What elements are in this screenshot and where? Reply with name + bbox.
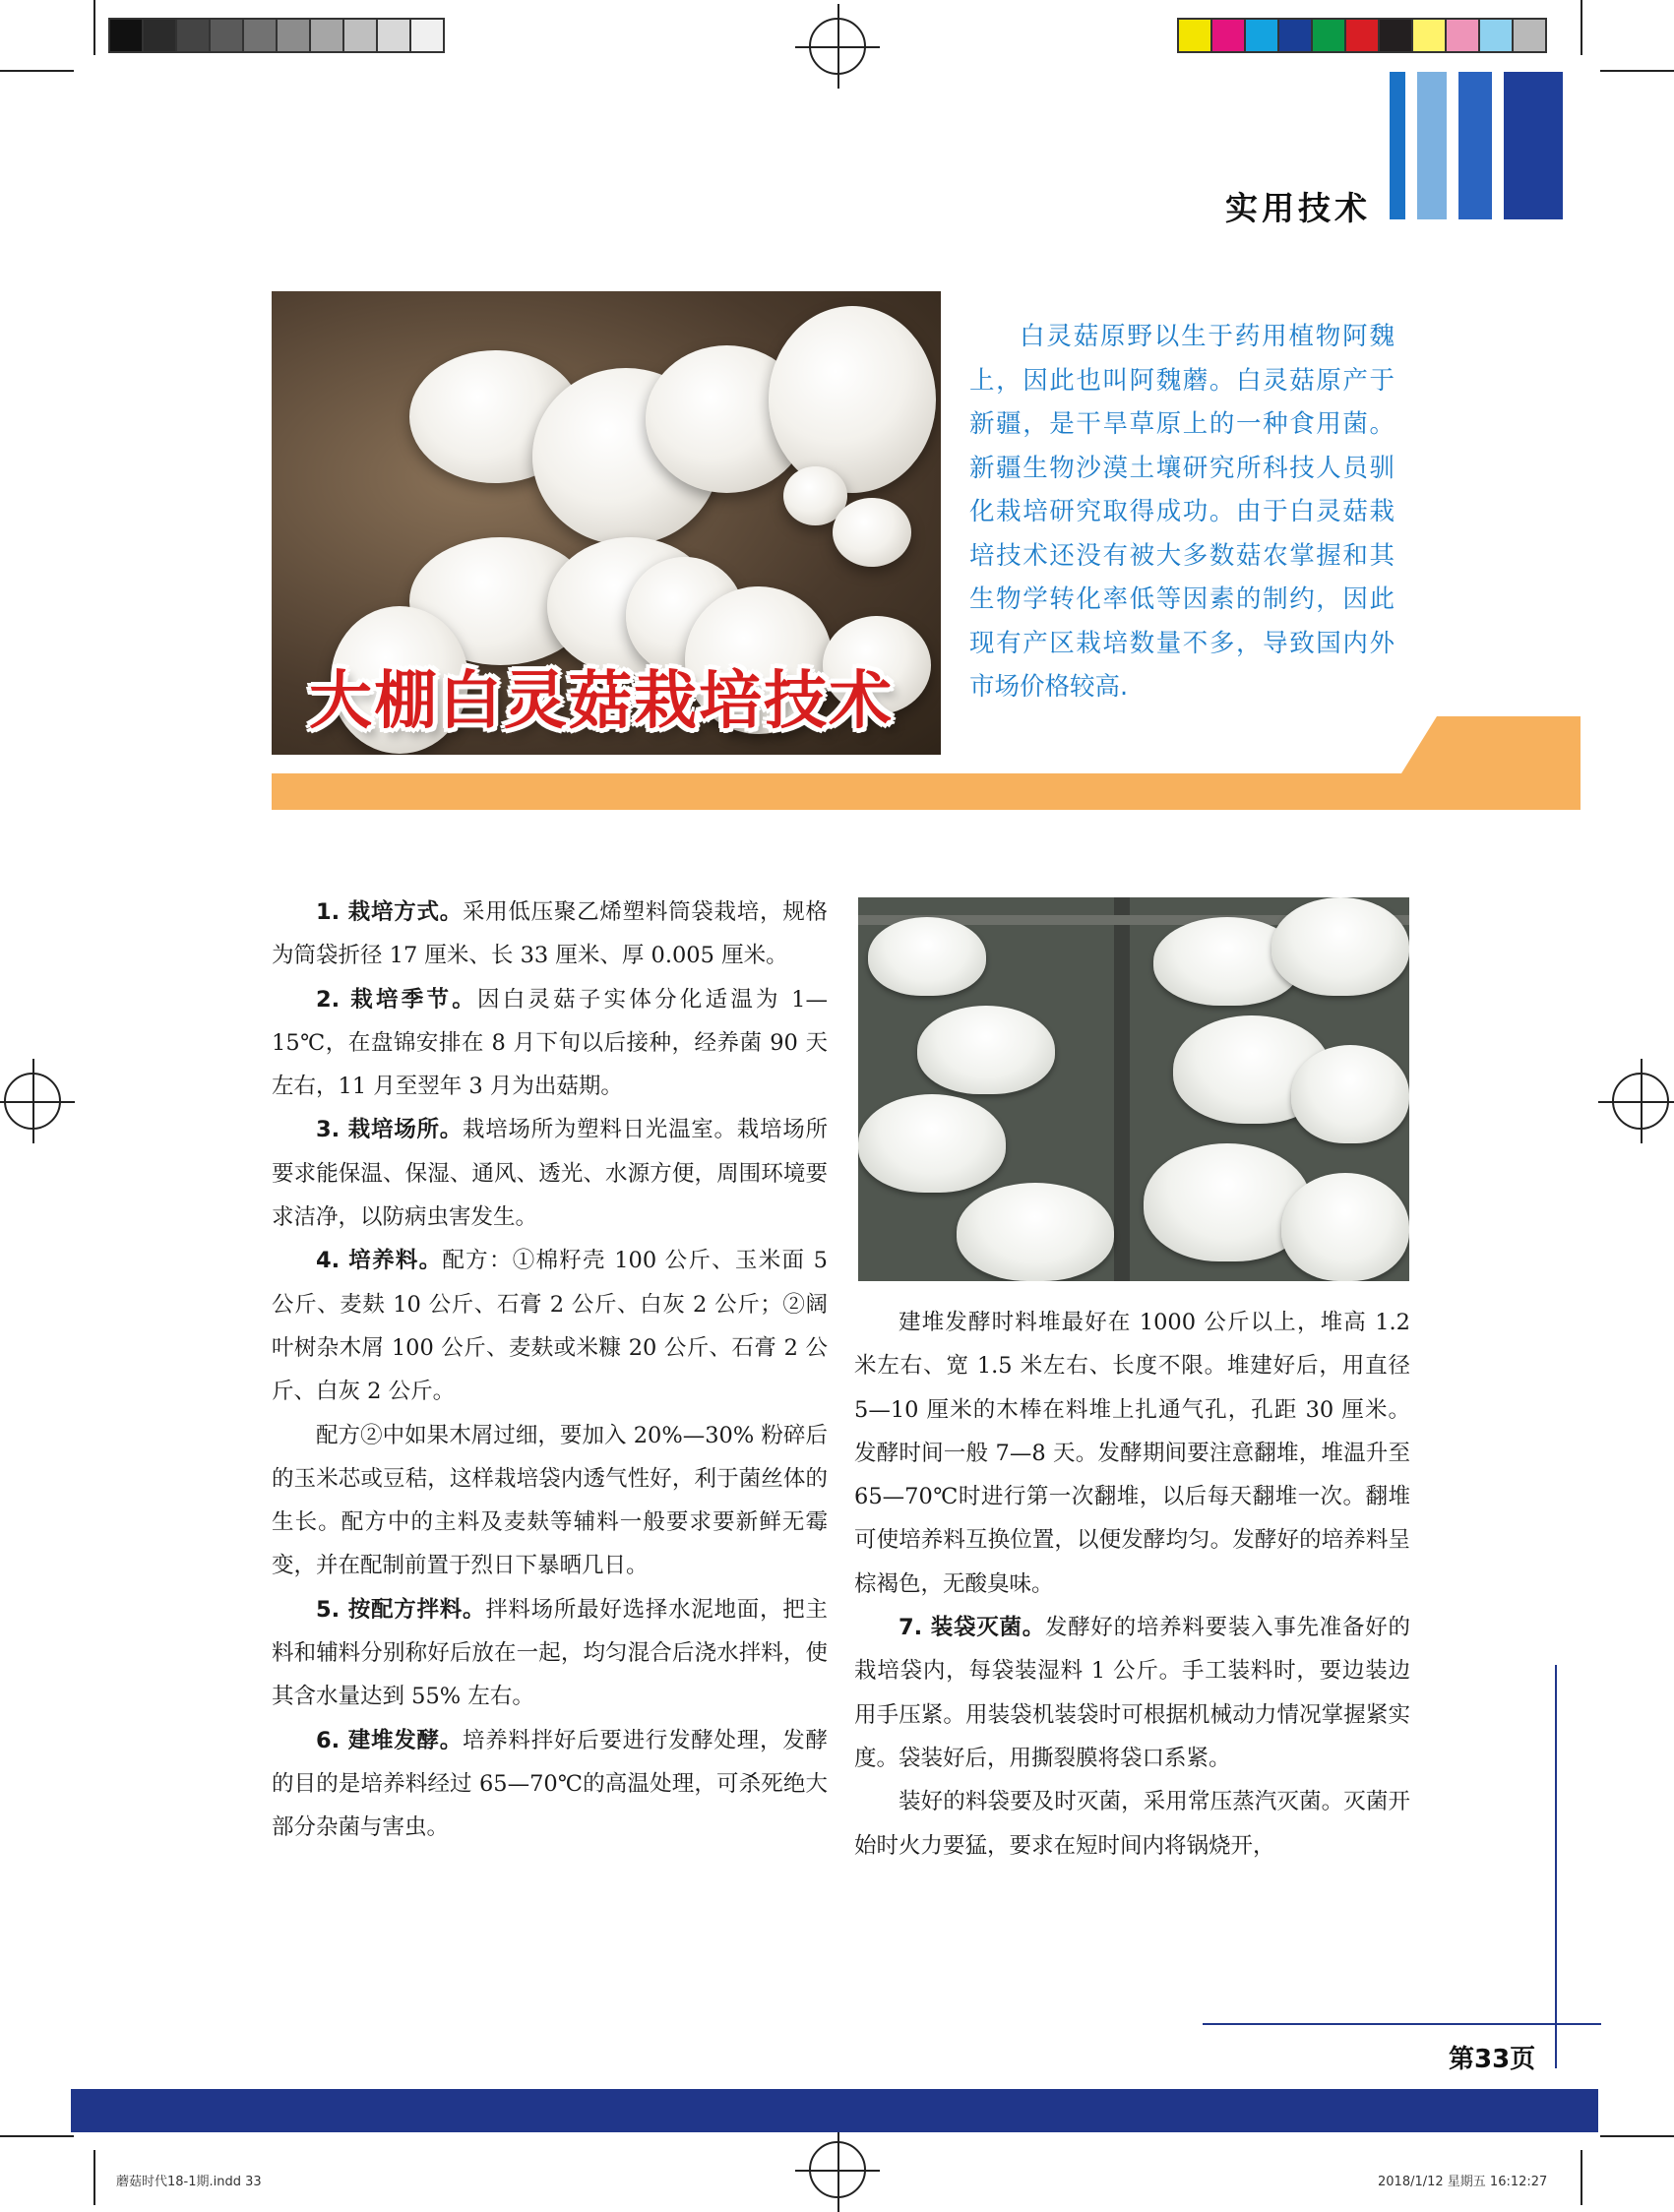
registration-mark-left [4, 1073, 61, 1130]
body-column-left [272, 891, 828, 1850]
color-swatch [209, 18, 244, 53]
mushroom-cap [769, 306, 936, 493]
paragraph-text: 发酵好的培养料要装入事先准备好的栽培袋内，每袋装湿料 1 公斤。手工装料时，要边装边用手压紧。用装袋机装袋时可根据机械动力情况掌握紧实度。袋装好后，用撕裂膜将袋口系紧。 [854, 1615, 1410, 1771]
color-swatch [175, 18, 211, 53]
body-paragraph [854, 1606, 1410, 1780]
paragraph-text: 配方：①棉籽壳 100 公斤、玉米面 5 公斤、麦麸 10 公斤、石膏 2 公斤、白灰 2 公斤；②阔叶树杂木屑 100 公斤、麦麸或米糠 20 公斤、石膏 2 公斤、白灰 2 公斤。 [272, 1248, 828, 1405]
page-number: 第33页 [1449, 2045, 1536, 2074]
paragraph-text: 因白灵菇子实体分化适温为 1—15℃，在盘锦安排在 8 月下旬以后接种，经养菌 90 天左右，11 月至翌年 3 月为出菇期。 [272, 986, 828, 1100]
color-swatch [142, 18, 177, 53]
registration-mark-bottom [809, 2141, 866, 2198]
paragraph-text: 建堆发酵时料堆最好在 1000 公斤以上，堆高 1.2 米左右、宽 1.5 米左右、长度不限。堆建好后，用直径 5—10 厘米的木棒在料堆上扎通气孔，孔距 30 厘米。发酵时间一般 7—8 天。发酵期间要注意翻堆，堆温升至 65—70℃时进行第一次翻堆，以后每天翻堆一次。翻堆可使培养料互换位置，以便发酵均匀。发酵好的培养料呈棕褐色，无酸臭味。 [854, 1310, 1410, 1597]
crop-mark [1581, 2150, 1582, 2205]
body-paragraph [854, 1301, 1410, 1606]
color-swatch [1445, 18, 1480, 53]
body-paragraph [272, 1108, 828, 1239]
paragraph-heading: 5. 按配方拌料。 [316, 1596, 486, 1623]
paragraph-text: 拌料场所最好选择水泥地面，把主料和辅料分别称好后放在一起，均匀混合后浇水拌料，使其含水量达到 55% 左右。 [272, 1596, 828, 1710]
crop-mark [93, 0, 95, 55]
orange-accent-band [272, 716, 1581, 810]
article-title: 大棚白灵菇栽培技术 [309, 664, 894, 738]
section-label: 实用技术 [1225, 189, 1371, 227]
file-slug: 蘑菇时代18-1期.indd 33 [116, 2175, 262, 2189]
mushroom-fruitbody [868, 917, 986, 996]
color-swatch [1210, 18, 1246, 53]
shelf-post [1114, 897, 1130, 1281]
gray-calibration-swatches [108, 18, 443, 53]
paragraph-heading: 1. 栽培方式。 [316, 899, 463, 925]
body-paragraph [272, 978, 828, 1109]
crop-mark [0, 70, 74, 72]
body-paragraph [272, 891, 828, 978]
color-swatch [276, 18, 311, 53]
mushroom-fruitbody [858, 1094, 1006, 1193]
color-swatch [1378, 18, 1413, 53]
registration-mark-right [1612, 1073, 1669, 1130]
mushroom-shelf-photo [858, 897, 1409, 1281]
paragraph-heading: 6. 建堆发酵。 [316, 1727, 463, 1753]
footer-bar [71, 2089, 1598, 2132]
color-swatch [1478, 18, 1514, 53]
mushroom-fruitbody [1281, 1173, 1409, 1281]
color-swatch [1411, 18, 1447, 53]
color-swatch [1244, 18, 1279, 53]
color-swatch [376, 18, 411, 53]
paragraph-text: 采用低压聚乙烯塑料筒袋栽培，规格为筒袋折径 17 厘米、长 33 厘米、厚 0.005 厘米。 [272, 899, 828, 969]
header-bar [1504, 72, 1563, 219]
paragraph-text: 栽培场所为塑料日光温室。栽培场所要求能保温、保湿、通风、透光、水源方便，周围环境要求洁净，以防病虫害发生。 [272, 1117, 828, 1231]
color-swatch [309, 18, 344, 53]
color-swatch [1277, 18, 1313, 53]
paragraph-heading: 2. 栽培季节。 [316, 986, 477, 1013]
paragraph-heading: 4. 培养料。 [316, 1248, 443, 1274]
body-paragraph [272, 1239, 828, 1413]
header-bar [1458, 72, 1492, 219]
crop-mark [1600, 2135, 1674, 2137]
color-swatch [1311, 18, 1346, 53]
header-bar [1390, 72, 1405, 219]
color-swatch [1512, 18, 1547, 53]
header-bar [1417, 72, 1447, 219]
mushroom-fruitbody [1271, 897, 1409, 996]
page-number-rule [1203, 2023, 1601, 2025]
intro-paragraph: 白灵菇原野以生于药用植物阿魏上，因此也叫阿魏蘑。白灵菇原产于新疆，是干旱草原上的一种食用菌。新疆生物沙漠土壤研究所科技人员驯化栽培研究取得成功。由于白灵菇栽培技术还没有被大多数菇农掌握和其生物学转化率低等因素的制约，因此现有产区栽培数量不多，导致国内外市场价格较高. [969, 322, 1395, 702]
color-calibration-swatches [1177, 18, 1545, 53]
crop-mark [93, 2150, 95, 2205]
header-color-bars [1390, 72, 1563, 219]
registration-mark-top [809, 18, 866, 75]
body-paragraph [854, 1780, 1410, 1868]
paragraph-heading: 3. 栽培场所。 [316, 1117, 463, 1143]
crop-mark [1600, 70, 1674, 72]
color-swatch [242, 18, 278, 53]
paragraph-text: 装好的料袋要及时灭菌，采用常压蒸汽灭菌。灭菌开始时火力要猛，要求在短时间内将锅烧开， [854, 1789, 1410, 1859]
mushroom-fruitbody [957, 1183, 1114, 1281]
body-paragraph [272, 1588, 828, 1719]
color-swatch [342, 18, 378, 53]
color-swatch [409, 18, 445, 53]
paragraph-text: 配方②中如果木屑过细，要加入 20%—30% 粉碎后的玉米芯或豆秸，这样栽培袋内透气性好，利于菌丝体的生长。配方中的主料及麦麸等辅料一般要求要新鲜无霉变，并在配制前置于烈日下暴晒几日。 [272, 1422, 828, 1579]
color-swatch [108, 18, 144, 53]
mushroom-fruitbody [1291, 1045, 1409, 1143]
crop-mark [0, 2135, 74, 2137]
body-paragraph [272, 1414, 828, 1588]
paragraph-heading: 7. 装袋灭菌。 [899, 1615, 1045, 1641]
print-timestamp: 2018/1/12 星期五 16:12:27 [1378, 2175, 1548, 2189]
crop-mark [1581, 0, 1582, 55]
mushroom-fruitbody [917, 1006, 1055, 1094]
color-swatch [1344, 18, 1380, 53]
page-number-rule-vertical [1555, 1665, 1557, 2068]
paragraph-text: 培养料拌好后要进行发酵处理，发酵的目的是培养料经过 65—70℃的高温处理，可杀死绝大部分杂菌与害虫。 [272, 1727, 828, 1841]
hero-mushroom-photo [272, 291, 941, 755]
body-paragraph [272, 1719, 828, 1850]
body-column-right [854, 1301, 1410, 1868]
mushroom-cap [833, 498, 911, 567]
color-swatch [1177, 18, 1212, 53]
